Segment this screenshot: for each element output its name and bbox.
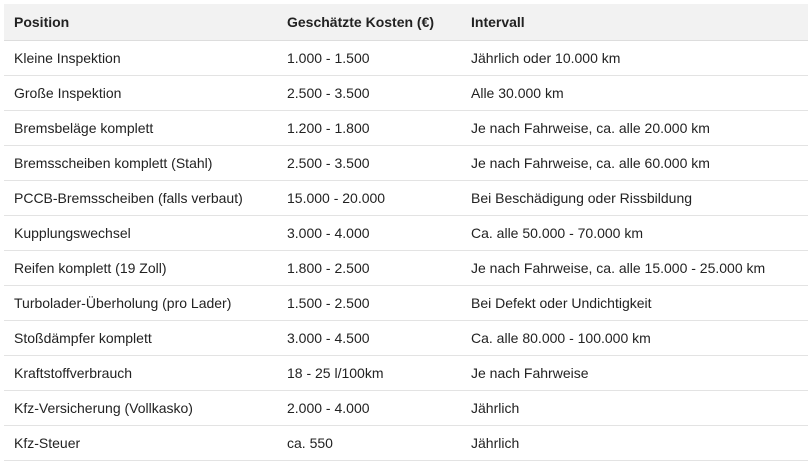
cell-position: Bremsscheiben komplett (Stahl) <box>4 145 277 180</box>
cell-interval: Jährlich <box>461 425 808 460</box>
cell-interval: Bei Beschädigung oder Rissbildung <box>461 180 808 215</box>
table-row <box>4 180 808 215</box>
cell-position: Kfz-Steuer <box>4 425 277 460</box>
cell-position: Kupplungswechsel <box>4 215 277 250</box>
table-header <box>4 4 808 40</box>
table-row <box>4 40 808 75</box>
table-row <box>4 110 808 145</box>
cell-cost: 2.000 - 4.000 <box>277 390 461 425</box>
cell-cost: ca. 550 <box>277 425 461 460</box>
table-row <box>4 285 808 320</box>
cell-cost: 1.800 - 2.500 <box>277 250 461 285</box>
table-body <box>4 40 808 460</box>
cell-position: Reifen komplett (19 Zoll) <box>4 250 277 285</box>
cell-cost: 3.000 - 4.500 <box>277 320 461 355</box>
cell-interval: Jährlich oder 10.000 km <box>461 40 808 75</box>
cost-table <box>4 4 808 461</box>
header-interval: Intervall <box>461 4 808 40</box>
cell-interval: Ca. alle 80.000 - 100.000 km <box>461 320 808 355</box>
cell-cost: 2.500 - 3.500 <box>277 145 461 180</box>
cell-position: Bremsbeläge komplett <box>4 110 277 145</box>
header-position: Position <box>4 4 277 40</box>
cost-table-container <box>4 4 808 461</box>
cell-cost: 1.000 - 1.500 <box>277 40 461 75</box>
cell-interval: Je nach Fahrweise, ca. alle 60.000 km <box>461 145 808 180</box>
cell-interval: Je nach Fahrweise <box>461 355 808 390</box>
header-row <box>4 4 808 40</box>
table-row <box>4 215 808 250</box>
cell-cost: 18 - 25 l/100km <box>277 355 461 390</box>
cell-interval: Je nach Fahrweise, ca. alle 15.000 - 25.000 km <box>461 250 808 285</box>
cell-position: Kleine Inspektion <box>4 40 277 75</box>
cell-position: Stoßdämpfer komplett <box>4 320 277 355</box>
cell-interval: Bei Defekt oder Undichtigkeit <box>461 285 808 320</box>
cell-position: PCCB-Bremsscheiben (falls verbaut) <box>4 180 277 215</box>
cell-cost: 3.000 - 4.000 <box>277 215 461 250</box>
cell-cost: 15.000 - 20.000 <box>277 180 461 215</box>
table-row <box>4 145 808 180</box>
table-row <box>4 425 808 460</box>
cell-cost: 1.200 - 1.800 <box>277 110 461 145</box>
table-row <box>4 75 808 110</box>
header-estimated-cost: Geschätzte Kosten (€) <box>277 4 461 40</box>
cell-interval: Jährlich <box>461 390 808 425</box>
cell-position: Kfz-Versicherung (Vollkasko) <box>4 390 277 425</box>
cell-position: Turbolader-Überholung (pro Lader) <box>4 285 277 320</box>
table-row <box>4 250 808 285</box>
table-row <box>4 390 808 425</box>
cell-interval: Je nach Fahrweise, ca. alle 20.000 km <box>461 110 808 145</box>
table-row <box>4 355 808 390</box>
cell-position: Große Inspektion <box>4 75 277 110</box>
cell-position: Kraftstoffverbrauch <box>4 355 277 390</box>
cell-cost: 1.500 - 2.500 <box>277 285 461 320</box>
cell-interval: Alle 30.000 km <box>461 75 808 110</box>
table-row <box>4 320 808 355</box>
cell-interval: Ca. alle 50.000 - 70.000 km <box>461 215 808 250</box>
cell-cost: 2.500 - 3.500 <box>277 75 461 110</box>
